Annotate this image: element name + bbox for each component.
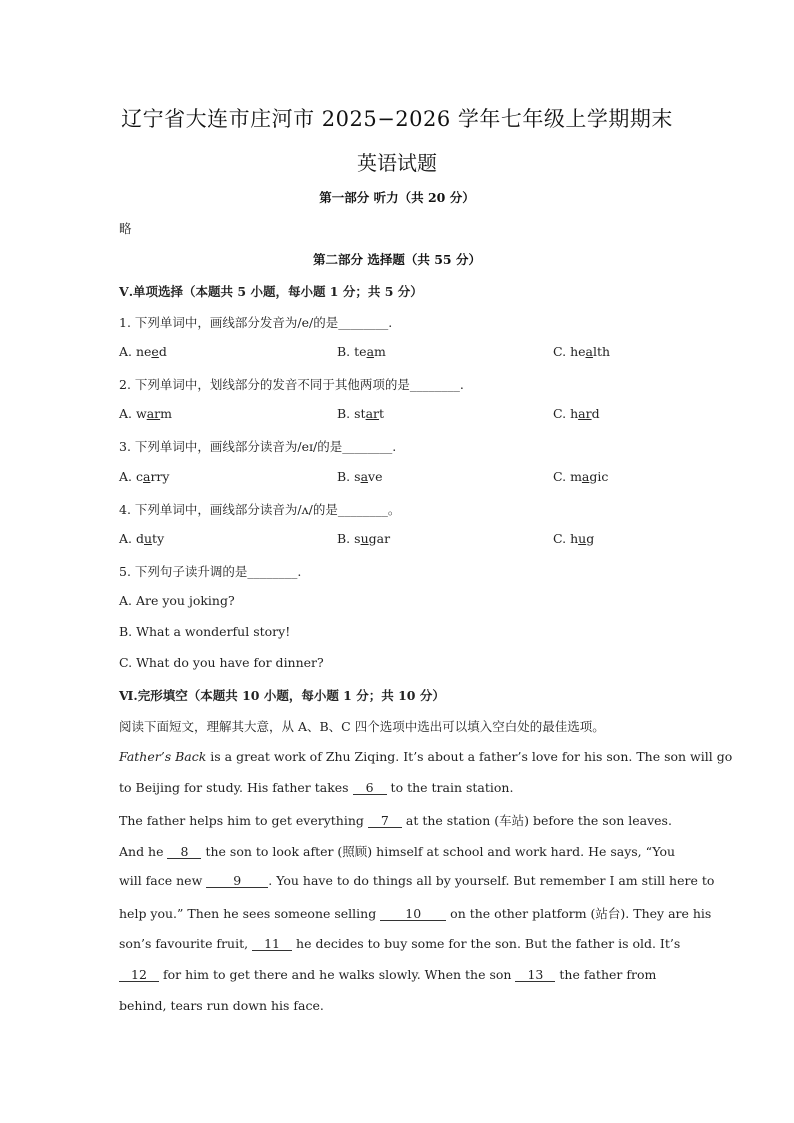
blank-13: 13 [515, 968, 555, 982]
q5-option-a: A. Are you joking? [119, 593, 235, 608]
blank-10: 10 [380, 907, 446, 921]
section5-heading: Ⅴ.单项选择（本题共 5 小题，每小题 1 分；共 5 分） [119, 284, 423, 299]
passage-line-8: 12 for him to get there and he walks slowly. When the son 13 the father from [119, 967, 656, 982]
question-5-stem: 5. 下列句子读升调的是________. [119, 564, 302, 579]
passage-title: Father’s Back [119, 749, 207, 764]
q2-option-a: A. warm [119, 406, 172, 421]
passage-line-5: will face new 9 . You have to do things all by yourself. But remember I am still here to [119, 873, 715, 888]
exam-subtitle: 英语试题 [357, 151, 437, 175]
blank-6: 6 [353, 781, 387, 795]
q3-option-b: B. save [337, 469, 383, 484]
passage-line-3: The father helps him to get everything 7 at the station (车站) before the son leaves. [119, 813, 672, 828]
q1-option-a: A. need [119, 344, 167, 359]
q1-option-b: B. team [337, 344, 386, 359]
question-4-stem: 4. 下列单词中，画线部分读音为/ʌ/的是________。 [119, 502, 401, 517]
passage-line-1: Father’s Back is a great work of Zhu Ziqing. It’s about a father’s love for his son. The son will go [119, 749, 733, 764]
passage-line-6: help you.” Then he sees someone selling 10 on the other platform (站台). They are his [119, 906, 712, 921]
passage-line-4: And he 8 the son to look after (照顾) himself at school and work hard. He says, “You [119, 844, 676, 859]
blank-12: 12 [119, 968, 159, 982]
passage-line-2: to Beijing for study. His father takes 6 to the train station. [119, 780, 514, 795]
q4-option-b: B. sugar [337, 531, 391, 546]
passage-line-7: son’s favourite fruit, 11 he decides to buy some for the son. But the father is old. It’s [119, 936, 681, 951]
section6-heading: Ⅵ.完形填空（本题共 10 小题，每小题 1 分；共 10 分） [119, 688, 445, 703]
blank-8: 8 [167, 845, 201, 859]
blank-11: 11 [252, 937, 292, 951]
q1-option-c: C. health [553, 344, 611, 359]
part1-note: 略 [119, 221, 132, 236]
q3-option-a: A. carry [119, 469, 170, 484]
q4-option-a: A. duty [119, 531, 165, 546]
q2-option-b: B. start [337, 406, 385, 421]
question-3-stem: 3. 下列单词中，画线部分读音为/eɪ/的是________. [119, 439, 397, 454]
q5-option-b: B. What a wonderful story! [119, 624, 291, 639]
q2-option-c: C. hard [553, 406, 600, 421]
section6-instruction: 阅读下面短文，理解其大意，从 A、B、C 四个选项中选出可以填入空白处的最佳选项。 [119, 719, 605, 734]
blank-9: 9 [206, 874, 268, 888]
q5-option-c: C. What do you have for dinner? [119, 655, 324, 670]
blank-7: 7 [368, 814, 402, 828]
question-2-stem: 2. 下列单词中，划线部分的发音不同于其他两项的是________. [119, 377, 464, 392]
passage-line-9: behind, tears run down his face. [119, 998, 324, 1013]
q3-option-c: C. magic [553, 469, 609, 484]
q4-option-c: C. hug [553, 531, 595, 546]
part1-heading: 第一部分 听力（共 20 分） [319, 190, 475, 205]
part2-heading: 第二部分 选择题（共 55 分） [313, 252, 481, 267]
question-1-stem: 1. 下列单词中，画线部分发音为/e/的是________. [119, 315, 393, 330]
exam-title: 辽宁省大连市庄河市 2025−2026 学年七年级上学期期末 [121, 107, 673, 131]
